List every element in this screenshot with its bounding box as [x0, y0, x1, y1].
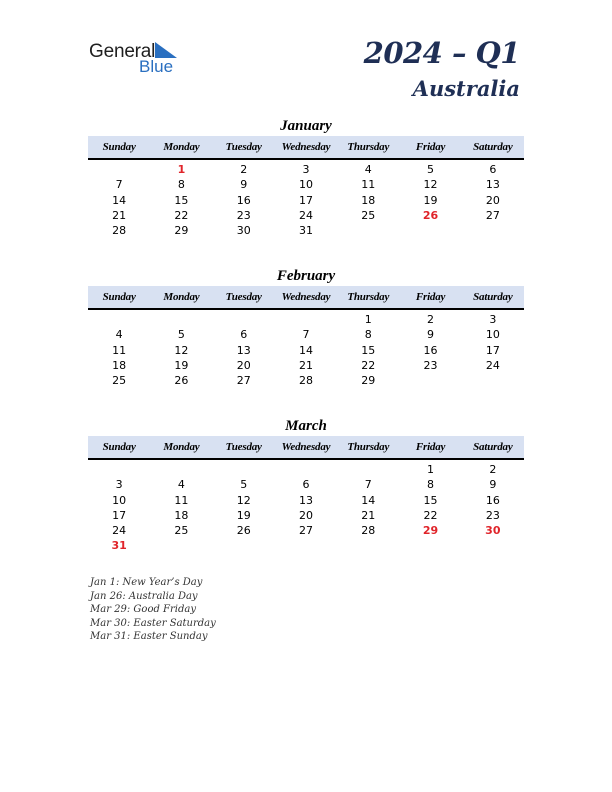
day-cell: 7	[302, 328, 310, 342]
week-row	[88, 312, 524, 327]
day-cell: 15	[361, 343, 376, 357]
day-cell: 19	[423, 193, 438, 207]
week-row	[88, 358, 524, 373]
day-cell: 28	[298, 374, 313, 388]
day-cell: 25	[361, 208, 376, 222]
week-row	[88, 538, 524, 553]
day-cell: 25	[112, 374, 127, 388]
day-cell: 11	[174, 493, 189, 507]
holiday-item: Mar 30: Easter Saturday	[90, 617, 216, 629]
day-cell	[88, 162, 150, 177]
day-cell: 8	[364, 328, 372, 342]
week-row	[88, 162, 524, 177]
day-cell	[88, 462, 150, 477]
day-cell: 19	[236, 508, 251, 522]
weekday-label: Thursday	[347, 141, 390, 153]
weekday-label: Sunday	[102, 141, 136, 153]
day-cell: 13	[236, 343, 251, 357]
day-cell: 21	[112, 208, 127, 222]
logo-text-blue: Blue	[139, 57, 174, 76]
day-cell: 17	[298, 193, 313, 207]
weekday-label: Tuesday	[225, 291, 262, 303]
logo-flag-icon	[155, 42, 177, 58]
week-row	[88, 462, 524, 477]
day-cell: 18	[112, 358, 127, 372]
weekday-label: Tuesday	[225, 441, 262, 453]
week-row	[88, 477, 524, 492]
day-cell: 6	[240, 328, 248, 342]
holiday-day-cell: 29	[422, 524, 439, 538]
day-cell: 14	[112, 193, 127, 207]
day-cell: 13	[298, 493, 313, 507]
month-name: February	[276, 268, 336, 284]
day-cell: 8	[177, 178, 185, 192]
day-cell	[213, 462, 275, 477]
holiday-day-cell: 30	[485, 524, 501, 538]
day-cell: 7	[364, 478, 372, 492]
holiday-item: Mar 31: Easter Sunday	[90, 631, 208, 643]
day-cell: 28	[112, 224, 127, 238]
day-cell: 12	[423, 178, 438, 192]
day-cell	[399, 538, 461, 553]
month-march	[88, 416, 524, 554]
day-cell: 3	[115, 478, 123, 492]
weekday-header	[88, 286, 524, 310]
weekday-label: Saturday	[473, 291, 513, 303]
weekday-label: Thursday	[347, 291, 390, 303]
day-cell: 6	[302, 478, 310, 492]
day-cell	[275, 312, 337, 327]
day-cell: 23	[236, 208, 251, 222]
day-cell: 9	[240, 178, 248, 192]
day-cell: 4	[364, 163, 372, 176]
day-cell: 6	[489, 163, 497, 176]
day-cell: 1	[427, 463, 435, 476]
holiday-day-cell: 31	[111, 539, 127, 553]
day-cell: 3	[302, 163, 310, 176]
week-row	[88, 327, 524, 342]
day-cell	[275, 538, 337, 553]
weekday-label: Wednesday	[281, 291, 331, 303]
day-cell: 19	[174, 358, 189, 372]
month-name: January	[280, 118, 332, 134]
weekday-label: Thursday	[347, 441, 390, 453]
day-cell: 27	[485, 208, 500, 222]
day-cell: 7	[115, 178, 123, 192]
week-row	[88, 373, 524, 388]
day-cell: 26	[236, 524, 251, 538]
day-cell: 29	[174, 224, 189, 238]
day-cell: 14	[361, 493, 376, 507]
day-cell: 21	[361, 508, 376, 522]
logo-text-general: General	[89, 41, 156, 62]
day-cell: 17	[112, 508, 127, 522]
day-cell: 14	[298, 343, 313, 357]
week-row	[88, 343, 524, 358]
weekday-label: Friday	[415, 441, 446, 453]
weekday-label: Saturday	[473, 441, 513, 453]
day-cell: 13	[485, 178, 500, 192]
holiday-day-cell: 26	[422, 208, 439, 222]
day-cell: 26	[174, 374, 189, 388]
weekday-label: Friday	[415, 141, 446, 153]
weekday-label: Monday	[163, 291, 200, 303]
weekday-label: Monday	[163, 141, 200, 153]
day-cell: 2	[240, 163, 248, 176]
day-cell: 15	[174, 193, 189, 207]
weekday-label: Sunday	[102, 291, 136, 303]
day-cell	[399, 223, 461, 238]
day-cell: 16	[423, 343, 438, 357]
holiday-list	[90, 576, 216, 644]
day-cell: 24	[298, 208, 313, 222]
week-row	[88, 208, 524, 223]
weekday-label: Wednesday	[281, 441, 331, 453]
holiday-day-cell: 1	[177, 163, 186, 176]
day-cell	[88, 312, 150, 327]
day-cell	[399, 373, 461, 388]
day-cell: 9	[489, 478, 497, 492]
holiday-item: Mar 29: Good Friday	[90, 604, 196, 616]
day-cell	[337, 538, 399, 553]
day-cell: 22	[423, 508, 438, 522]
day-cell	[337, 223, 399, 238]
day-cell: 5	[177, 328, 185, 342]
day-cell	[275, 462, 337, 477]
weekday-label: Monday	[163, 441, 200, 453]
holiday-item: Jan 26: Australia Day	[90, 590, 198, 602]
weekday-label: Sunday	[102, 441, 136, 453]
generalblue-logo	[89, 41, 189, 77]
day-cell: 5	[240, 478, 248, 492]
day-cell: 9	[427, 328, 435, 342]
day-cell: 30	[236, 224, 251, 238]
day-cell: 11	[112, 343, 127, 357]
day-cell: 10	[485, 328, 500, 342]
holiday-item: Jan 1: New Year’s Day	[90, 577, 203, 588]
day-cell	[462, 223, 524, 238]
day-cell	[462, 373, 524, 388]
day-cell: 5	[427, 163, 435, 176]
day-cell: 15	[423, 493, 438, 507]
day-cell: 10	[298, 178, 313, 192]
weekday-label: Wednesday	[281, 141, 331, 153]
day-cell: 20	[485, 193, 500, 207]
weekday-label: Saturday	[473, 141, 513, 153]
day-cell: 23	[423, 358, 438, 372]
weekday-label: Friday	[415, 291, 446, 303]
day-cell: 31	[298, 224, 313, 238]
weekday-header	[88, 436, 524, 460]
day-cell	[150, 312, 212, 327]
month-january	[88, 116, 524, 238]
week-row	[88, 177, 524, 192]
day-grid	[88, 160, 524, 238]
day-cell: 18	[361, 193, 376, 207]
month-february	[88, 266, 524, 388]
day-cell: 25	[174, 524, 189, 538]
page-title: 2024 – Q1	[363, 36, 520, 70]
day-cell: 27	[298, 524, 313, 538]
day-cell	[337, 462, 399, 477]
day-cell: 28	[361, 524, 376, 538]
day-cell	[462, 538, 524, 553]
day-cell: 3	[489, 313, 497, 326]
day-cell: 23	[485, 508, 500, 522]
day-cell: 8	[427, 478, 435, 492]
day-cell: 1	[364, 313, 372, 326]
day-cell: 22	[174, 208, 189, 222]
day-cell: 24	[485, 358, 500, 372]
week-row	[88, 493, 524, 508]
weekday-label: Tuesday	[225, 141, 262, 153]
day-cell: 18	[174, 508, 189, 522]
day-cell: 10	[112, 493, 127, 507]
day-cell: 27	[236, 374, 251, 388]
day-cell: 22	[361, 358, 376, 372]
weekday-header	[88, 136, 524, 160]
day-cell: 12	[236, 493, 251, 507]
day-cell: 2	[489, 463, 497, 476]
week-row	[88, 523, 524, 538]
day-cell	[213, 538, 275, 553]
day-grid	[88, 310, 524, 388]
month-name: March	[285, 418, 327, 434]
day-cell: 4	[177, 478, 185, 492]
day-cell: 4	[115, 328, 123, 342]
day-cell	[150, 538, 212, 553]
week-row	[88, 223, 524, 238]
day-cell: 21	[298, 358, 313, 372]
day-cell	[150, 462, 212, 477]
week-row	[88, 193, 524, 208]
day-cell	[213, 312, 275, 327]
day-cell: 29	[361, 374, 376, 388]
week-row	[88, 508, 524, 523]
day-cell: 17	[485, 343, 500, 357]
day-cell: 12	[174, 343, 189, 357]
country-title: Australia	[412, 76, 520, 101]
day-cell: 24	[112, 524, 127, 538]
day-cell: 20	[298, 508, 313, 522]
day-cell: 20	[236, 358, 251, 372]
day-cell: 16	[236, 193, 251, 207]
day-cell: 2	[427, 313, 435, 326]
day-cell: 16	[485, 493, 500, 507]
day-grid	[88, 460, 524, 554]
day-cell: 11	[361, 178, 376, 192]
